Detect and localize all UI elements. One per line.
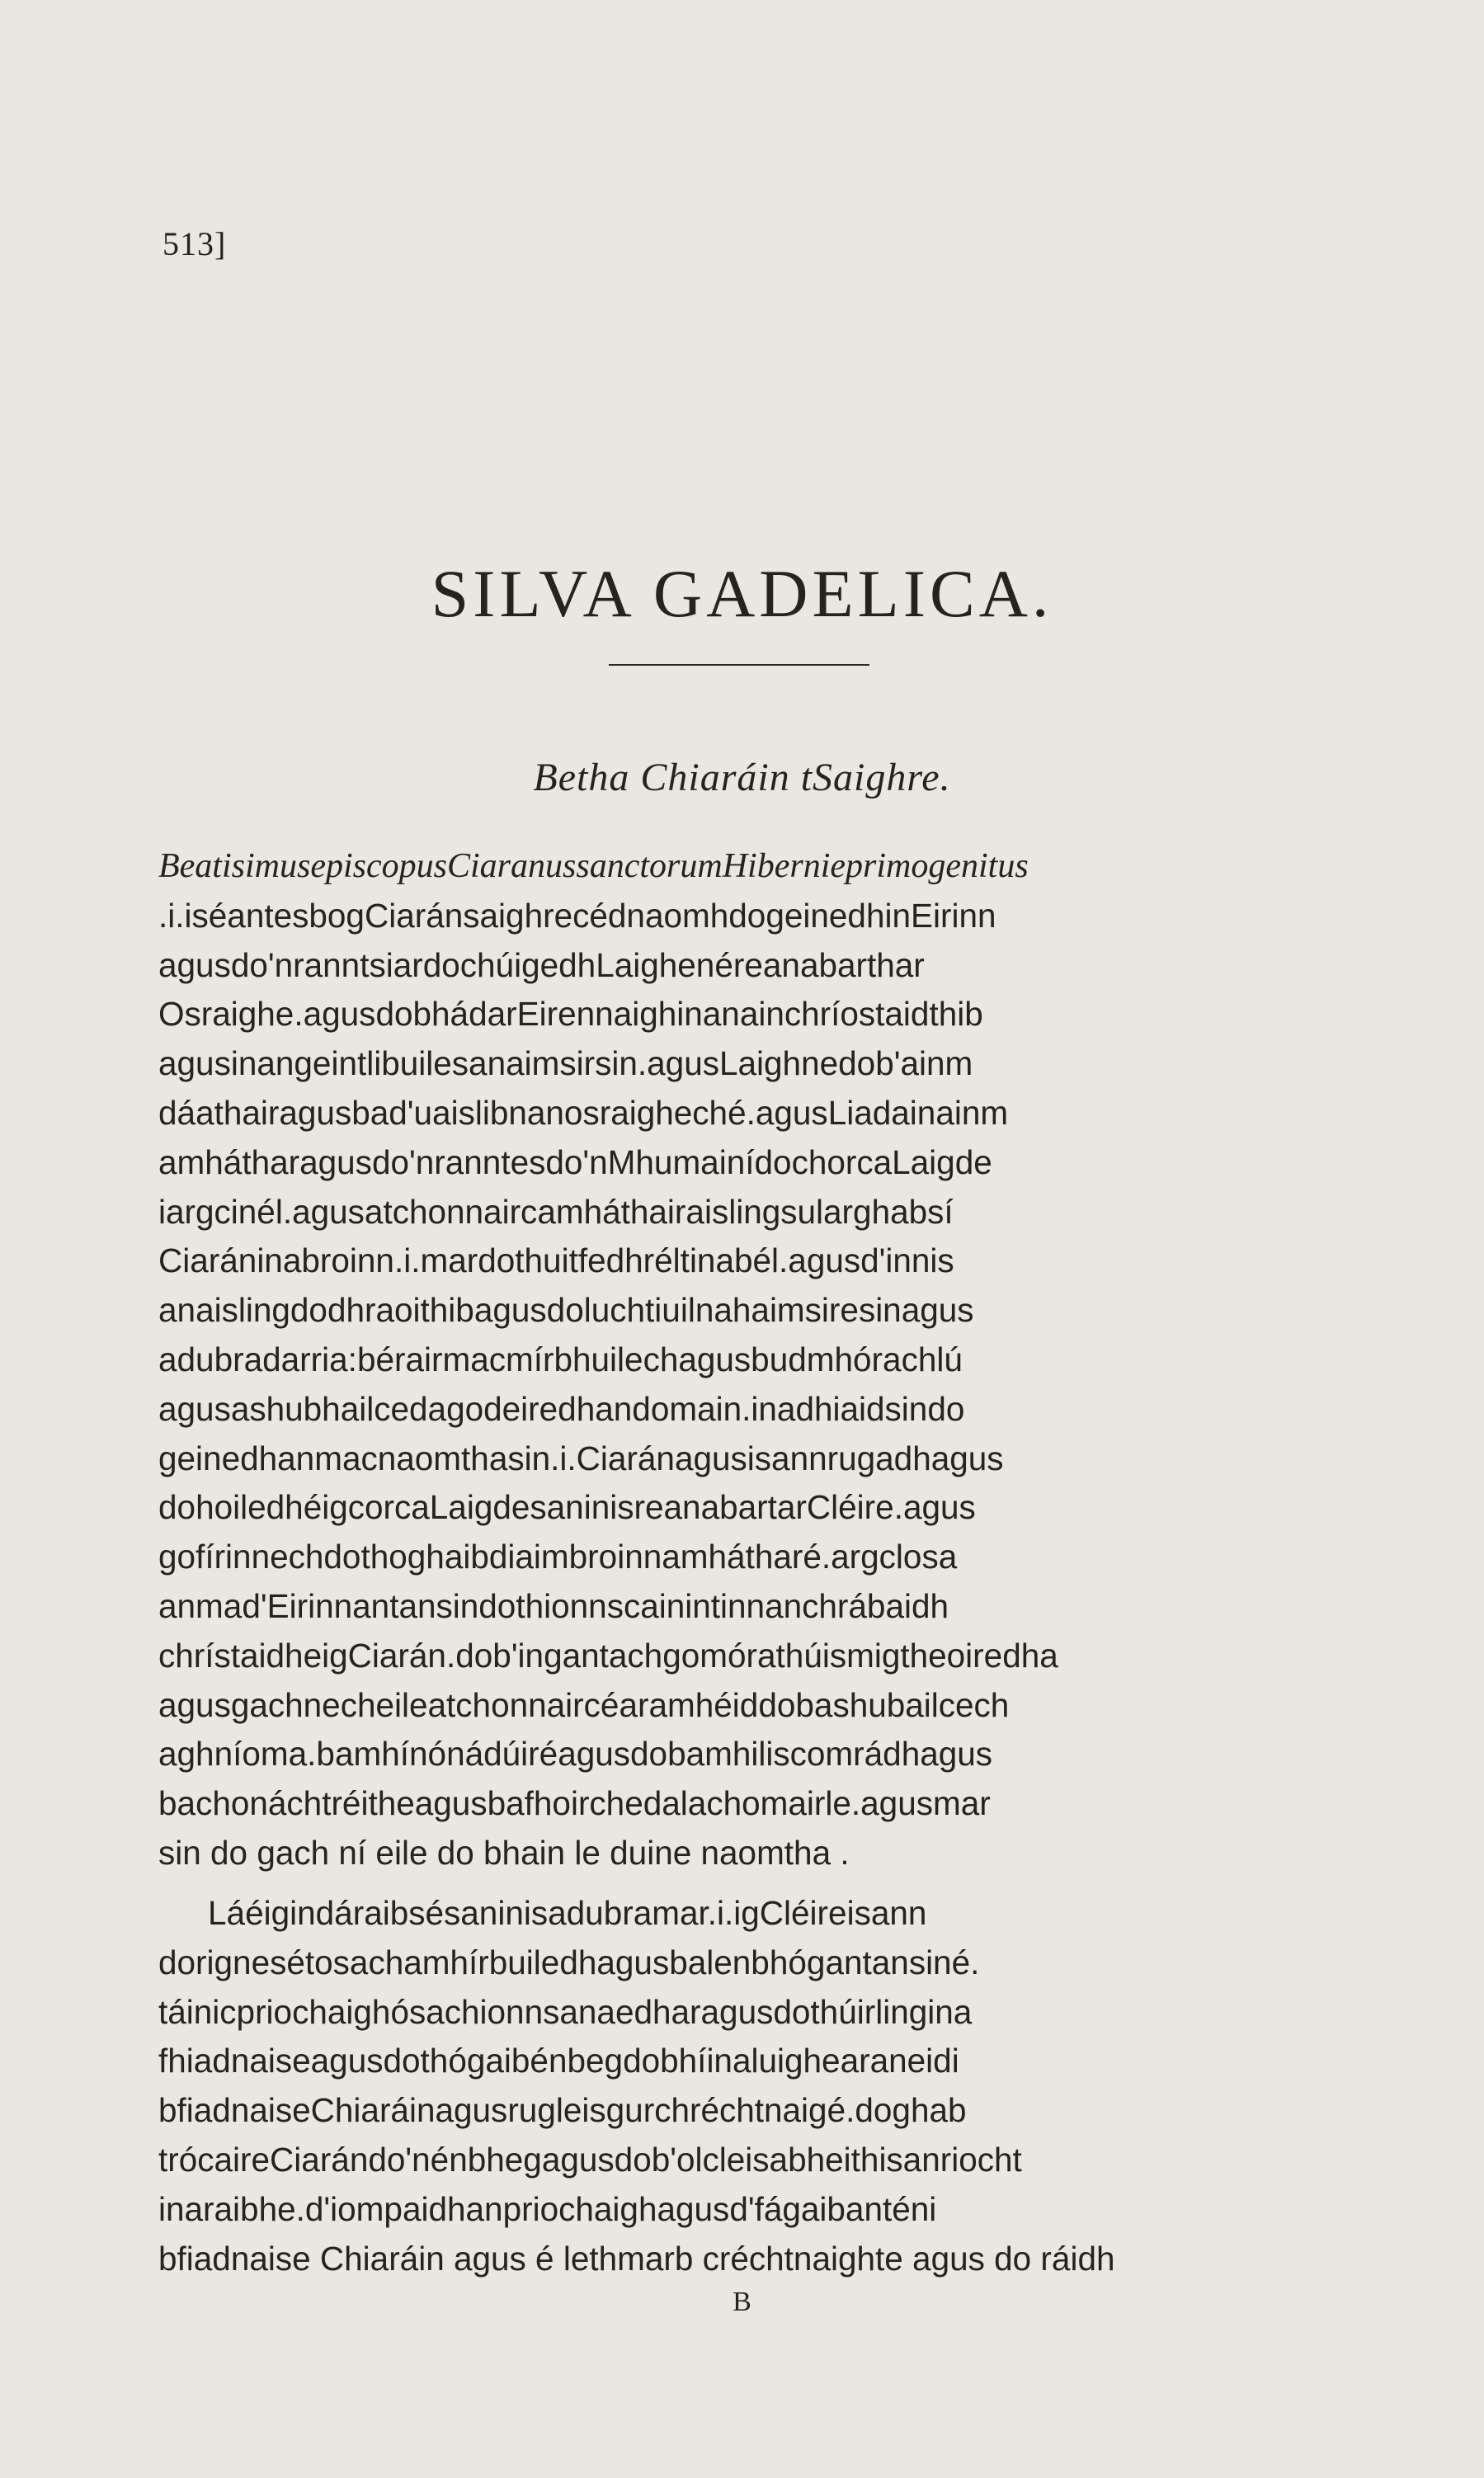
- text-line: anaislingdodhraoithibagusdoluchtiuilnahaimsiresinagus: [158, 1291, 974, 1330]
- text-line: agusdo'nranntsiardochúigedhLaighenéreanabarthar: [158, 945, 925, 984]
- text-line: inaraibhe.d'iompaidhanpriochaighagusd'fágaibanténi: [158, 2189, 937, 2228]
- text-line: anmad'Eirinnantansindothionnscainintinnanchrábaidh: [158, 1586, 949, 1625]
- text-line: agusgachnecheileatchonnaircéaramhéiddobashubailcech: [158, 1685, 1010, 1724]
- text-line: dorignesétosachamhírbuiledhagusbalenbhógantansiné.: [158, 1943, 980, 1981]
- page-title: SILVA GADELICA.: [431, 555, 1053, 631]
- signature-mark: B: [733, 2287, 751, 2317]
- text-line: agusashubhailcedagodeiredhandomain.inadhiaidsindo: [158, 1389, 965, 1428]
- text-line: bfiadnaise Chiaráin agus é lethmarb créchtnaighte agus do ráidh: [158, 2239, 1115, 2278]
- text-line: Ciaráninabroinn.i.mardothuitfedhréltinabél.agusd'innis: [158, 1241, 954, 1280]
- text-line: adubradarria:bérairmacmírbhuilechagusbudmhórachlú: [158, 1340, 963, 1378]
- text-line: sin do gach ní eile do bhain le duine naomtha .: [158, 1833, 850, 1872]
- text-line: dohoiledhéigcorcaLaigdesaninisreanabartarCléire.agus: [158, 1488, 976, 1527]
- text-line: agusinangeintlibuilesanaimsirsin.agusLaighnedob'ainm: [158, 1044, 973, 1083]
- text-line: chrístaidheigCiarán.dob'ingantachgomórathúismigtheoiredha: [158, 1636, 1058, 1675]
- text-line: dáathairagusbad'uaislibnanosraigheché.agusLiadainainm: [158, 1093, 1009, 1132]
- text-line: fhiadnaiseagusdothógaibénbegdobhíinaluighearaneidi: [158, 2042, 959, 2080]
- text-line: Láéigindáraibsésaninisadubramar.i.igCléireisann: [208, 1894, 927, 1932]
- paragraph-2: [158, 1889, 1326, 2283]
- text-line: táinicpriochaighósachionnsanaedharagusdothúirlingina: [158, 1992, 973, 2031]
- text-line: trócaireCiarándo'nénbhegagusdob'olcleisabheithisanriocht: [158, 2140, 1022, 2179]
- paragraph-1: [158, 842, 1326, 1878]
- text-line: .i.iséantesbogCiaránsaighrecédnaomhdogeinedhinEirinn: [158, 896, 996, 935]
- page-number: 513]: [163, 225, 227, 262]
- text-line: BeatisimusepiscopusCiaranussanctorumHibernieprimogenitus: [158, 847, 1029, 885]
- text-line: amhátharagusdo'nranntesdo'nMhumainídochorcaLaigde: [158, 1142, 992, 1181]
- text-line: iargcinél.agusatchonnaircamháthairaislingsularghabsí: [158, 1192, 954, 1231]
- title-divider: [609, 664, 869, 666]
- section-subtitle: Betha Chiaráin tSaighre.: [533, 756, 951, 799]
- text-line: aghníoma.bamhínónádúiréagusdobamhiliscomrádhagus: [158, 1735, 993, 1774]
- text-line: geinedhanmacnaomthasin.i.Ciaránagusisannrugadhagus: [158, 1439, 1004, 1477]
- text-line: bachonáchtréitheagusbafhoirchedalachomairle.agusmar: [158, 1784, 991, 1823]
- text-line: bfiadnaiseChiaráinagusrugleisgurchréchtnaigé.doghab: [158, 2091, 967, 2130]
- text-line: gofírinnechdothoghaibdiaimbroinnamhátharé.argclosa: [158, 1538, 958, 1576]
- text-line: Osraighe.agusdobhádarEirennaighinanainchríostaidthib: [158, 995, 983, 1034]
